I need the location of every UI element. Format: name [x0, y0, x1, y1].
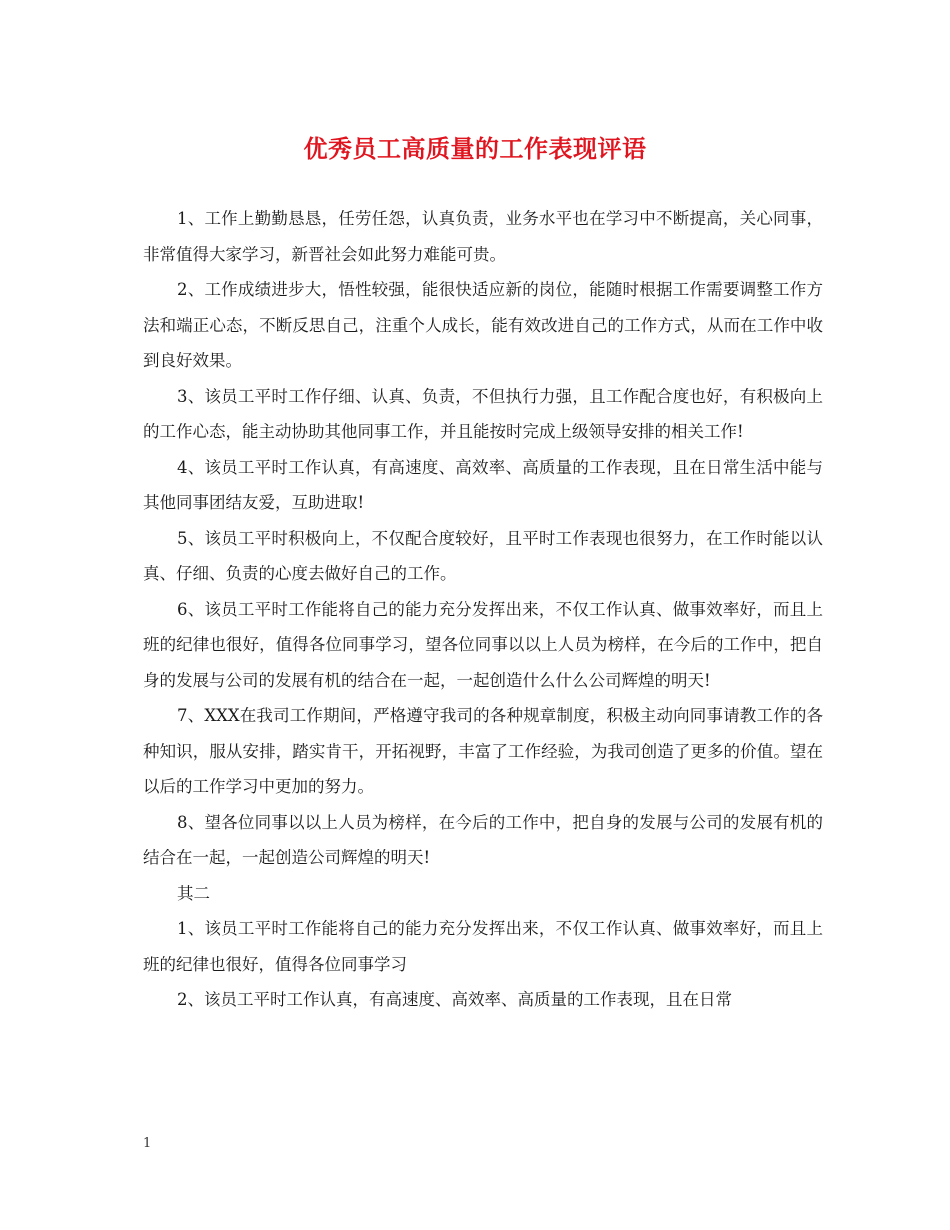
paragraph-3: 3、该员工平时工作仔细、认真、负责，不但执行力强，且工作配合度也好，有积极向上的工作心态，能主动协助其他同事工作，并且能按时完成上级领导安排的相关工作!: [143, 386, 823, 441]
paragraph-4: 4、该员工平时工作认真，有高速度、高效率、高质量的工作表现，且在日常生活中能与其他同事团结友爱，互助进取!: [143, 457, 823, 512]
paragraph-10: 2、该员工平时工作认真，有高速度、高效率、高质量的工作表现，且在日常: [177, 990, 732, 1009]
paragraph-7: 7、XXX在我司工作期间，严格遵守我司的各种规章制度，积极主动向同事请教工作的各种知识，服从安排，踏实肯干，开拓视野，丰富了工作经验，为我司创造了更多的价值。望在以后的工作学习中更加的努力。: [143, 706, 823, 796]
paragraph-8: 8、望各位同事以以上人员为榜样，在今后的工作中，把自身的发展与公司的发展有机的结合在一起，一起创造公司辉煌的明天!: [143, 812, 823, 867]
section-heading: 其二: [177, 883, 210, 903]
page-number: 1: [143, 1136, 152, 1151]
paragraph-6: 6、该员工平时工作能将自己的能力充分发挥出来，不仅工作认真、做事效率好，而且上班的纪律也很好，值得各位同事学习，望各位同事以以上人员为榜样，在今后的工作中，把自身的发展与公司的发展有机的结合在一起，一起创造什么什么公司辉煌的明天!: [143, 599, 823, 690]
paragraph-9: 1、该员工平时工作能将自己的能力充分发挥出来，不仅工作认真、做事效率好，而且上班的纪律也很好，值得各位同事学习: [143, 919, 823, 974]
document-body: [143, 201, 823, 1018]
document-title: 优秀员工高质量的工作表现评语: [303, 134, 647, 163]
paragraph-5: 5、该员工平时积极向上，不仅配合度较好，且平时工作表现也很努力，在工作时能以认真、仔细、负责的心度去做好自己的工作。: [143, 528, 823, 583]
paragraph-1: 1、工作上勤勤恳恳，任劳任怨，认真负责，业务水平也在学习中不断提高，关心同事，非常值得大家学习，新晋社会如此努力难能可贵。: [143, 209, 823, 264]
paragraph-2: 2、工作成绩进步大，悟性较强，能很快适应新的岗位，能随时根据工作需要调整工作方法和端正心态，不断反思自己，注重个人成长，能有效改进自己的工作方式，从而在工作中收到良好效果。: [143, 280, 823, 370]
